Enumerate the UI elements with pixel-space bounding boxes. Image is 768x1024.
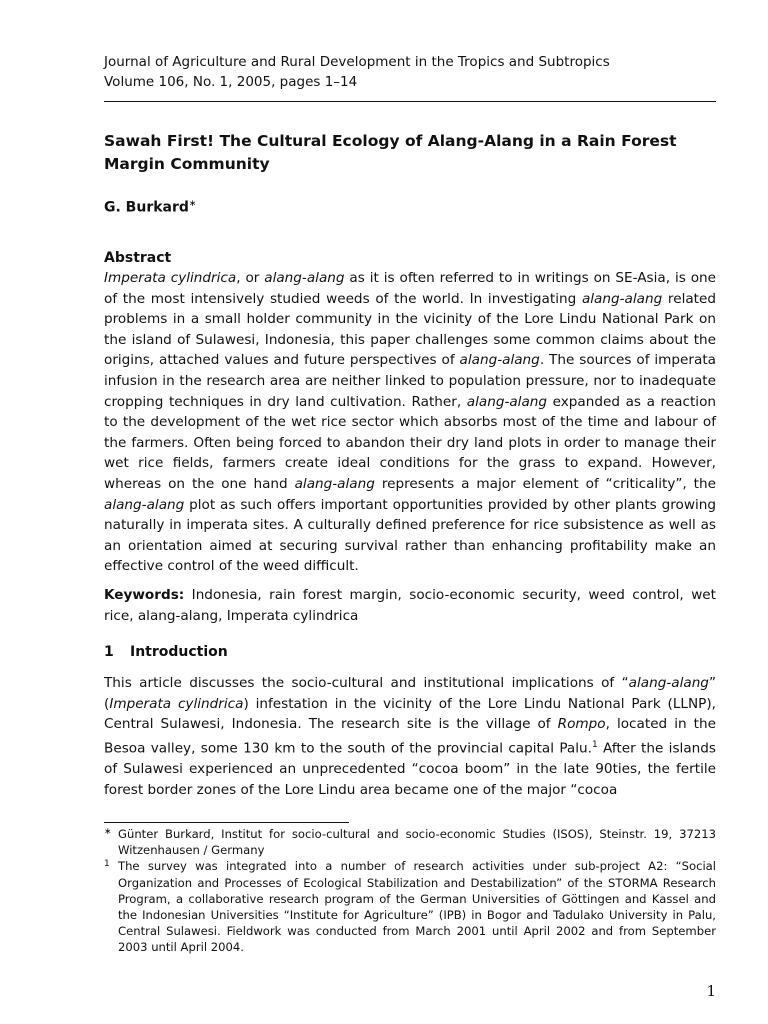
author-name: G. Burkard [104,199,189,216]
footnote-mark: 1 [104,859,110,870]
footnote-text: Günter Burkard, Institut for socio-cultural and socio-economic Studies (ISOS), Steinstr. 19, 37213 Witzenhausen / Germany [118,827,716,858]
abstract-span-a: , or [236,270,265,286]
keywords-label: Keywords: [104,587,185,603]
journal-name: Journal of Agriculture and Rural Development in the Tropics and Subtropics [104,54,610,70]
abstract-italic-5: alang-alang [466,393,548,410]
footnote-item [104,858,716,955]
abstract-italic-2: alang-alang [264,270,345,286]
section-title: Introduction [130,644,228,660]
intro-span-c: ) infestation in the vicinity of the Lore Lindu National Park (LLNP), Central Sulawesi, Indonesia. The research site is the village of [104,695,716,733]
abstract-italic-6: alang-alang [294,475,375,492]
abstract-span-c: related problems in a small holder community in the vicinity of the Lore Lindu National Park on the island of Sulawesi, Indonesia, this paper challenges some common claims about the origins, attached values and future perspectives of [104,290,716,369]
abstract-text [104,268,716,577]
footnotes [104,826,716,956]
header-rule [104,101,716,102]
paper-page [104,0,716,1024]
intro-span-e: After the islands of Sulawesi experienced an unprecedented “cocoa boom” in the late 90ties, the fertile forest border zones of the Lore Lindu area became one of the major “cocoa [104,740,716,798]
section-heading [104,644,228,660]
footnote-mark: ∗ [104,827,112,837]
footnote-text: The survey was integrated into a number of research activities under sub-project A2: “Social Organization and Processes of Ecological Stabilization and Destabilization” of the STORMA Research Program, a collaborative research program of the German Universities of Göttingen and Kassel and the Indonesian Universities “Institute for Agriculture” (IPB) in Bogor and Tadulako University in Palu, Central Sulawesi. Fieldwork was conducted from March 2001 until April 2002 and from September 2003 until April 2004. [118,859,716,955]
footnote-rule [104,822,349,823]
intro-italic-3: Rompo [557,716,606,733]
author [104,199,196,216]
abstract-span-g: plot as such offers important opportunities provided by other plants growing naturally in imperata sites. A culturally defined preference for rice subsistence as well as an orientation aimed at securing survival rather than enhancing profitability make an effective control of the weed difficult. [104,496,716,575]
keywords-text: Indonesia, rain forest margin, socio-economic security, weed control, wet rice, alang-alang, Imperata cylindrica [104,587,716,624]
abstract-italic-4: alang-alang [459,352,540,369]
journal-volume: Volume 106, No. 1, 2005, pages 1–14 [104,74,358,90]
footnote-item [104,826,716,858]
intro-italic-1: alang-alang [628,675,709,691]
intro-paragraph [104,673,716,800]
intro-span-b: ” ( [104,675,716,712]
abstract-span-e: expanded as a reaction to the development of the wet rice sector which absorbs most of the time and labour of the farmers. Often being forced to abandon their dry land plots in order to manage their wet rice fields, farmers create ideal conditions for the grass to expand. However, whereas on the one hand [104,393,717,492]
abstract-heading: Abstract [104,250,172,266]
paper-title: Sawah First! The Cultural Ecology of Alang-Alang in a Rain Forest Margin Community [104,132,677,173]
keywords [104,585,716,626]
intro-span-a: This article discusses the socio-cultural and institutional implications of “ [104,675,629,691]
intro-span-d: , located in the Besoa valley, some 130 km to the south of the provincial capital Palu. [104,716,716,757]
abstract-italic-1: Imperata cylindrica [104,270,237,286]
journal-header [104,52,716,92]
abstract-span-b: as it is often referred to in writings on SE-Asia, is one of the most intensively studied weeds of the world. In investigating [104,270,716,307]
section-number: 1 [104,644,114,660]
page-number: 1 [706,982,716,1000]
abstract-italic-3: alang-alang [581,290,663,307]
footnote-ref-1[interactable]: 1 [591,739,598,750]
author-footnote-mark: ∗ [188,199,197,209]
abstract-italic-7: alang-alang [104,496,185,513]
abstract-span-f: represents a major element of “criticality”, the [374,475,716,492]
abstract-span-d: . The sources of imperata infusion in the research area are neither linked to population pressure, nor to inadequate cropping techniques in dry land cultivation. Rather, [104,352,716,410]
intro-italic-2: Imperata cylindrica [109,695,244,712]
